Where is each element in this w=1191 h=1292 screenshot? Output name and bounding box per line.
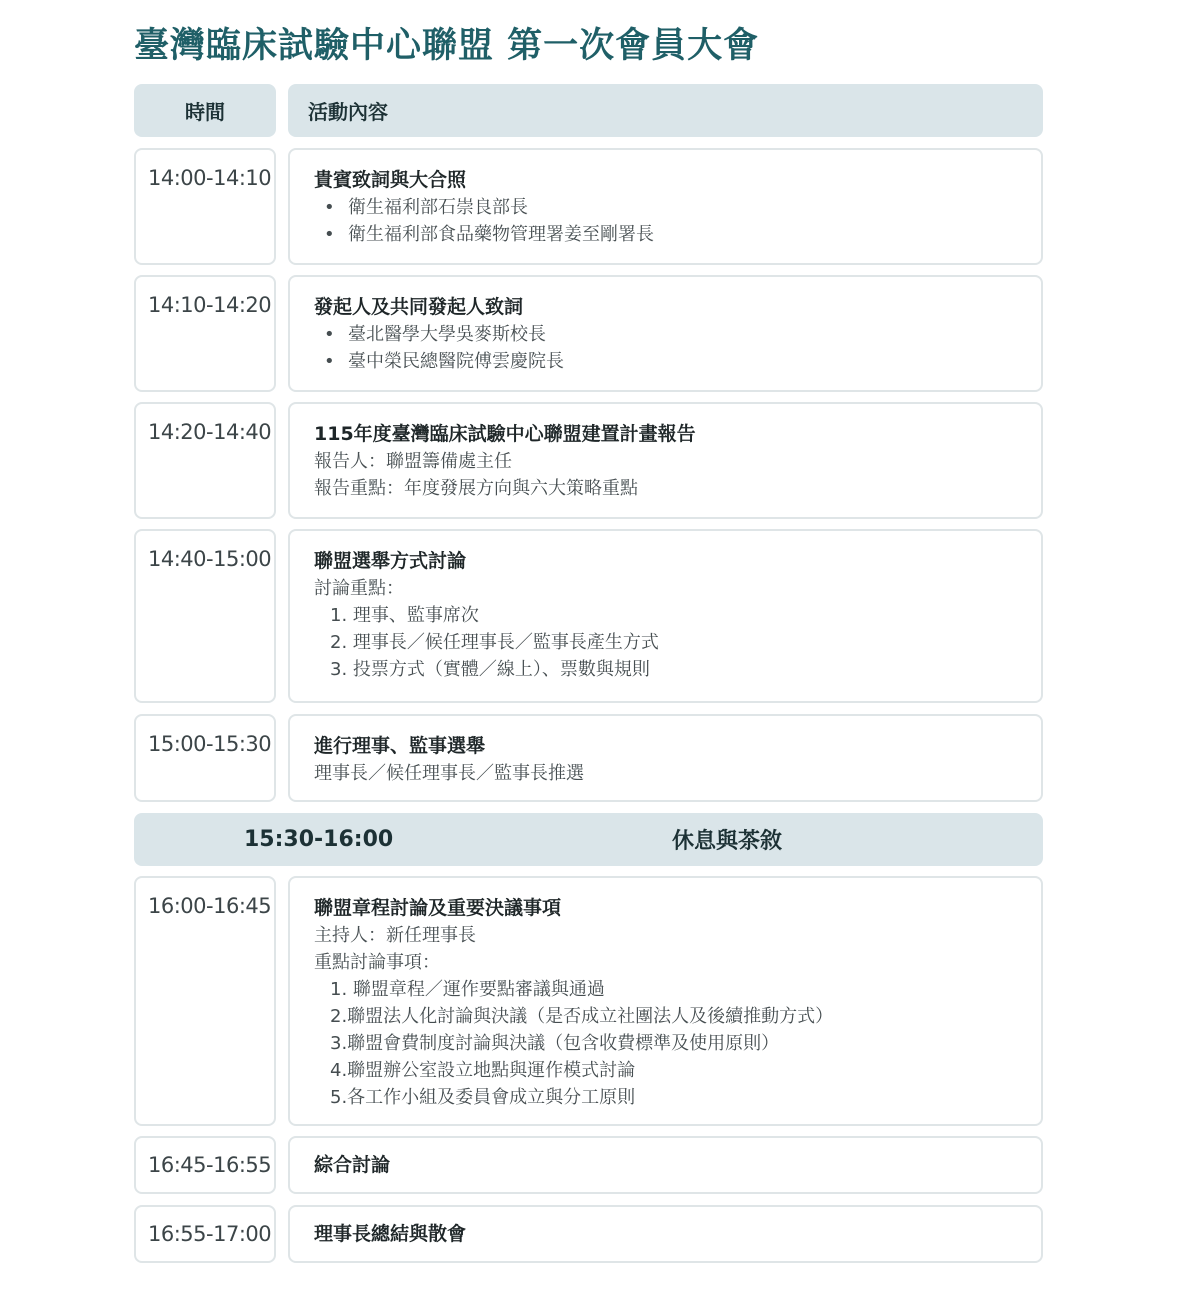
activity-title: 理事長總結與散會 xyxy=(314,1223,467,1245)
detail-line: 討論重點： xyxy=(314,578,404,599)
numbered-item: 3.聯盟會費制度討論與決議（包含收費標準及使用原則） xyxy=(330,1033,780,1054)
activity-title: 綜合討論 xyxy=(314,1154,391,1176)
break-time: 15:30-16:00 xyxy=(244,827,394,852)
time-cell xyxy=(134,1205,276,1263)
time-slot: 16:55-17:00 xyxy=(148,1222,272,1246)
activity-header-label: 活動內容 xyxy=(308,100,388,124)
activity-cell xyxy=(288,529,1043,703)
numbered-item: 5.各工作小組及委員會成立與分工原則 xyxy=(330,1087,636,1108)
time-header-label: 時間 xyxy=(185,100,225,124)
page-title: 臺灣臨床試驗中心聯盟 第一次會員大會 xyxy=(134,26,760,66)
activity-title: 聯盟選舉方式討論 xyxy=(314,550,467,572)
activity-cell xyxy=(288,714,1043,802)
detail-line: 報告重點：年度發展方向與六大策略重點 xyxy=(314,478,638,499)
time-slot: 14:00-14:10 xyxy=(148,166,272,190)
time-slot: 14:40-15:00 xyxy=(148,547,272,571)
numbered-item: 2.聯盟法人化討論與決議（是否成立社團法人及後續推動方式） xyxy=(330,1006,834,1027)
activity-title: 發起人及共同發起人致詞 xyxy=(314,296,524,318)
time-cell xyxy=(134,529,276,703)
time-slot: 14:10-14:20 xyxy=(148,293,272,317)
bullet-item: • 臺中榮民總醫院傅雲慶院長 xyxy=(324,351,564,372)
time-cell xyxy=(134,148,276,265)
activity-title: 聯盟章程討論及重要決議事項 xyxy=(314,897,562,919)
time-cell xyxy=(134,714,276,802)
time-column-header xyxy=(134,84,276,137)
activity-title: 貴賓致詞與大合照 xyxy=(314,169,467,191)
activity-cell xyxy=(288,876,1043,1126)
time-slot: 15:00-15:30 xyxy=(148,732,272,756)
time-slot: 16:00-16:45 xyxy=(148,894,272,918)
time-cell xyxy=(134,1136,276,1194)
time-cell xyxy=(134,876,276,1126)
numbered-item: 1. 理事、監事席次 xyxy=(330,605,479,626)
activity-title: 115年度臺灣臨床試驗中心聯盟建置計畫報告 xyxy=(314,423,696,445)
time-slot: 16:45-16:55 xyxy=(148,1153,272,1177)
numbered-item: 2. 理事長／候任理事長／監事長產生方式 xyxy=(330,632,659,653)
detail-line: 重點討論事項： xyxy=(314,952,440,973)
time-cell xyxy=(134,275,276,392)
activity-cell xyxy=(288,1205,1043,1263)
activity-cell xyxy=(288,402,1043,519)
bullet-item: • 衛生福利部石崇良部長 xyxy=(324,197,528,218)
time-slot: 14:20-14:40 xyxy=(148,420,272,444)
numbered-item: 4.聯盟辦公室設立地點與運作模式討論 xyxy=(330,1060,636,1081)
activity-column-header xyxy=(288,84,1043,137)
numbered-item: 1. 聯盟章程／運作要點審議與通過 xyxy=(330,979,605,1000)
break-row xyxy=(134,813,1043,866)
activity-cell xyxy=(288,1136,1043,1194)
detail-line: 理事長／候任理事長／監事長推選 xyxy=(314,763,584,784)
time-cell xyxy=(134,402,276,519)
detail-line: 報告人：聯盟籌備處主任 xyxy=(314,451,512,472)
bullet-item: • 衛生福利部食品藥物管理署姜至剛署長 xyxy=(324,224,654,245)
bullet-item: • 臺北醫學大學吳麥斯校長 xyxy=(324,324,546,345)
detail-line: 主持人：新任理事長 xyxy=(314,925,476,946)
break-label: 休息與茶敘 xyxy=(672,829,783,854)
activity-title: 進行理事、監事選舉 xyxy=(314,735,486,757)
activity-cell xyxy=(288,275,1043,392)
numbered-item: 3. 投票方式（實體／線上）、票數與規則 xyxy=(330,659,650,680)
activity-cell xyxy=(288,148,1043,265)
